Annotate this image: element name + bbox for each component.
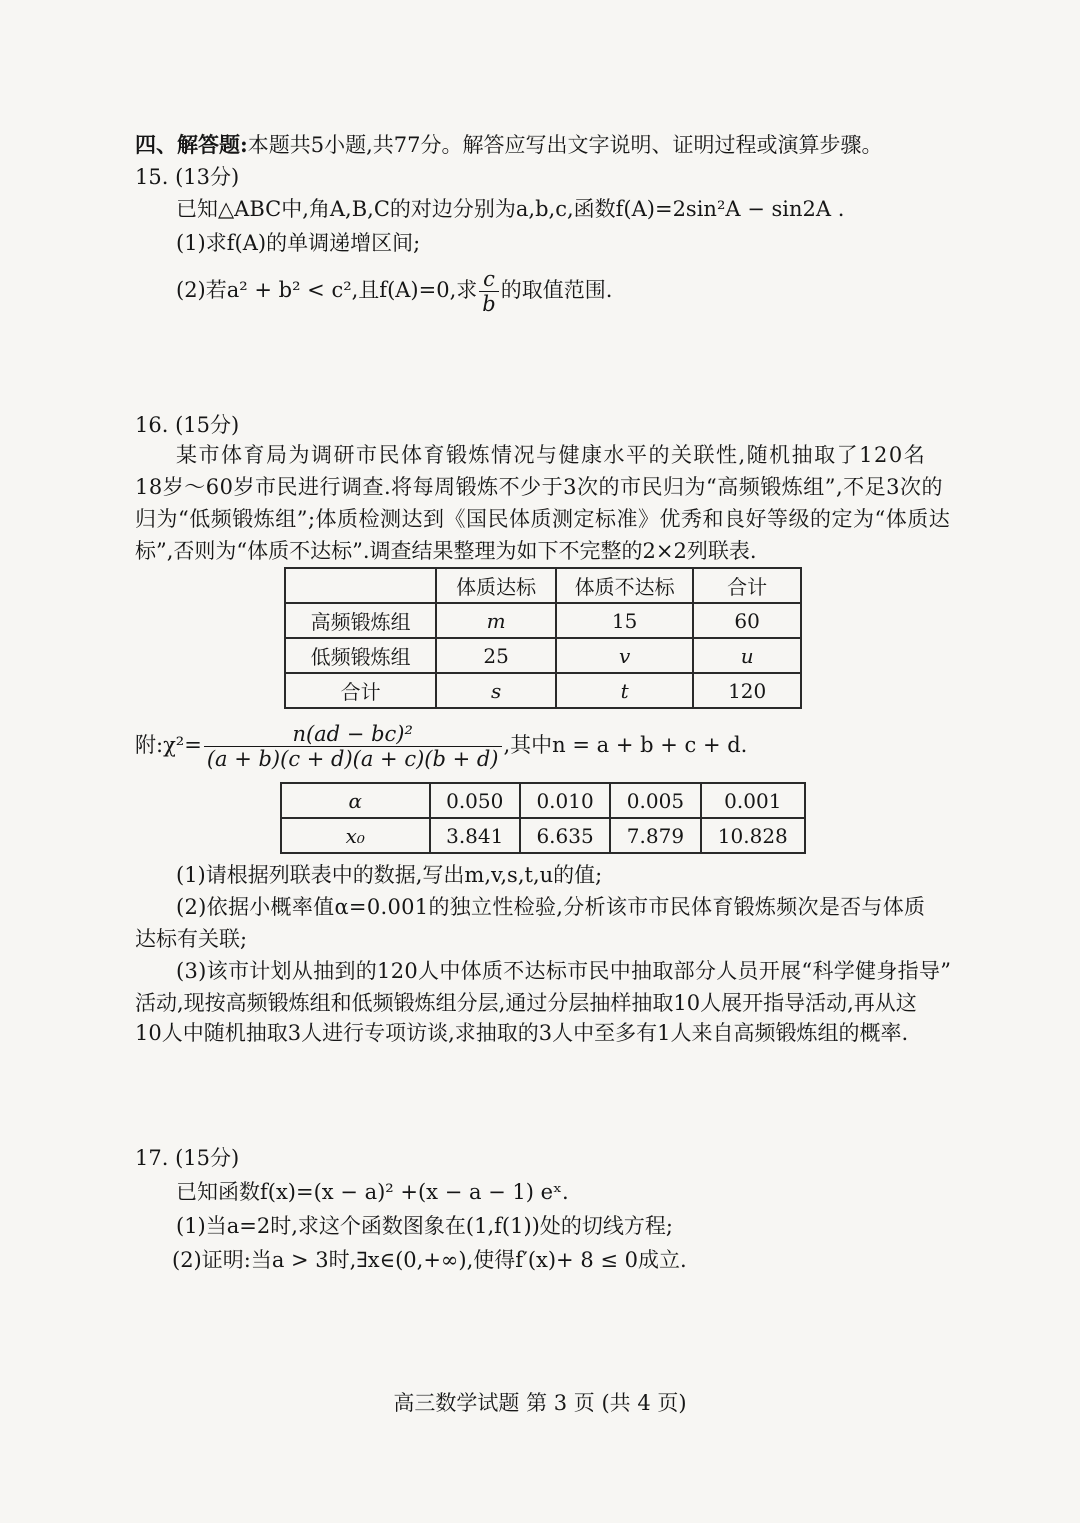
q15-frac-den: b: [482, 292, 496, 316]
q17-part1: (1)当a=2时,求这个函数图象在(1,f(1))处的切线方程;: [176, 1214, 673, 1238]
table-cell: 低频锻炼组: [285, 638, 436, 673]
table-cell: v: [556, 638, 693, 673]
table-cell: 6.635: [520, 818, 610, 853]
q17-header: 17. (15分): [135, 1146, 240, 1170]
q16-part3-line-3: 10人中随机抽取3人进行专项访谈,求抽取的3人中至多有1人来自高频锻炼组的概率.: [135, 1021, 909, 1045]
q17-part2: (2)证明:当a > 3时,∃x∈(0,+∞),使得f′(x)+ 8 ≤ 0成立.: [172, 1248, 687, 1272]
table-row: [281, 818, 805, 853]
q15-part1: (1)求f(A)的单调递增区间;: [176, 231, 421, 255]
section-heading: 四、解答题:: [135, 132, 248, 157]
section-header: [135, 131, 883, 159]
table-cell: 7.879: [610, 818, 700, 853]
table-cell: 体质达标: [436, 568, 556, 603]
table-cell: 高频锻炼组: [285, 603, 436, 638]
table-cell: 120: [693, 673, 801, 708]
q16-para-line-2: 18岁～60岁市民进行调查.将每周锻炼不少于3次的市民归为“高频锻炼组”,不足3次的: [135, 475, 943, 499]
formula-den: (a + b)(c + d)(a + c)(b + d): [206, 747, 499, 771]
table-cell: 合计: [693, 568, 801, 603]
table-cell: m: [436, 603, 556, 638]
table-cell: s: [436, 673, 556, 708]
q16-part3-line-2: 活动,现按高频锻炼组和低频锻炼组分层,通过分层抽样抽取10人展开指导活动,再从这: [135, 991, 917, 1015]
table-cell: t: [556, 673, 693, 708]
formula-fraction: [204, 722, 502, 771]
table-row: [285, 638, 801, 673]
q15-part2-post: 的取值范围.: [500, 278, 613, 302]
q16-part2-line-1: (2)依据小概率值α=0.001的独立性检验,分析该市市民体育锻炼频次是否与体质: [176, 895, 926, 919]
formula-post: ,其中n = a + b + c + d.: [503, 733, 748, 757]
q16-part1: (1)请根据列联表中的数据,写出m,v,s,t,u的值;: [176, 863, 603, 887]
table-cell: [285, 568, 436, 603]
table-row: [285, 673, 801, 708]
q15-header: 15. (13分): [135, 165, 240, 189]
table-cell: 0.010: [520, 783, 610, 818]
table-cell: x₀: [281, 818, 430, 853]
q15-fraction: [479, 267, 498, 316]
formula-num: n(ad − bc)²: [204, 722, 502, 747]
q16-part2-line-2: 达标有关联;: [135, 927, 248, 951]
table-row: [281, 783, 805, 818]
table-cell: 体质不达标: [556, 568, 693, 603]
q16-para-line-3: 归为“低频锻炼组”;体质检测达到《国民体质测定标准》优秀和良好等级的定为“体质达: [135, 507, 951, 531]
table-cell: 0.050: [430, 783, 520, 818]
table-row: [285, 603, 801, 638]
q17-stem: 已知函数f(x)=(x − a)² +(x − a − 1) eˣ.: [176, 1180, 569, 1204]
table-cell: 3.841: [430, 818, 520, 853]
table-cell: 0.005: [610, 783, 700, 818]
table-cell: α: [281, 783, 430, 818]
table-header-row: [285, 568, 801, 603]
table-cell: 合计: [285, 673, 436, 708]
q16-para-line-1: 某市体育局为调研市民体育锻炼情况与健康水平的关联性,随机抽取了120名: [176, 443, 927, 467]
q15-frac-num: c: [479, 267, 498, 292]
chi-square-formula: [135, 717, 747, 773]
table-cell: 0.001: [701, 783, 805, 818]
q16-para-line-4: 标”,否则为“体质不达标”.调查结果整理为如下不完整的2×2列联表.: [135, 539, 757, 563]
page-footer: 高三数学试题 第 3 页 (共 4 页): [393, 1391, 687, 1415]
contingency-table: [284, 567, 802, 709]
table-cell: 25: [436, 638, 556, 673]
formula-pre: 附:χ²=: [135, 733, 202, 757]
q15-part2-pre: (2)若a² + b² < c²,且f(A)=0,求: [176, 278, 478, 302]
q16-header: 16. (15分): [135, 413, 240, 437]
q15-part2: [176, 262, 612, 318]
table-cell: 10.828: [701, 818, 805, 853]
table-cell: 15: [556, 603, 693, 638]
section-instructions: 本题共5小题,共77分。解答应写出文字说明、证明过程或演算步骤。: [247, 133, 883, 157]
q15-stem: 已知△ABC中,角A,B,C的对边分别为a,b,c,函数f(A)=2sin²A − sin2A .: [176, 197, 845, 221]
critical-value-table: [280, 782, 806, 854]
table-cell: 60: [693, 603, 801, 638]
table-cell: u: [693, 638, 801, 673]
q16-part3-line-1: (3)该市计划从抽到的120人中体质不达标市民中抽取部分人员开展“科学健身指导”: [176, 959, 952, 983]
